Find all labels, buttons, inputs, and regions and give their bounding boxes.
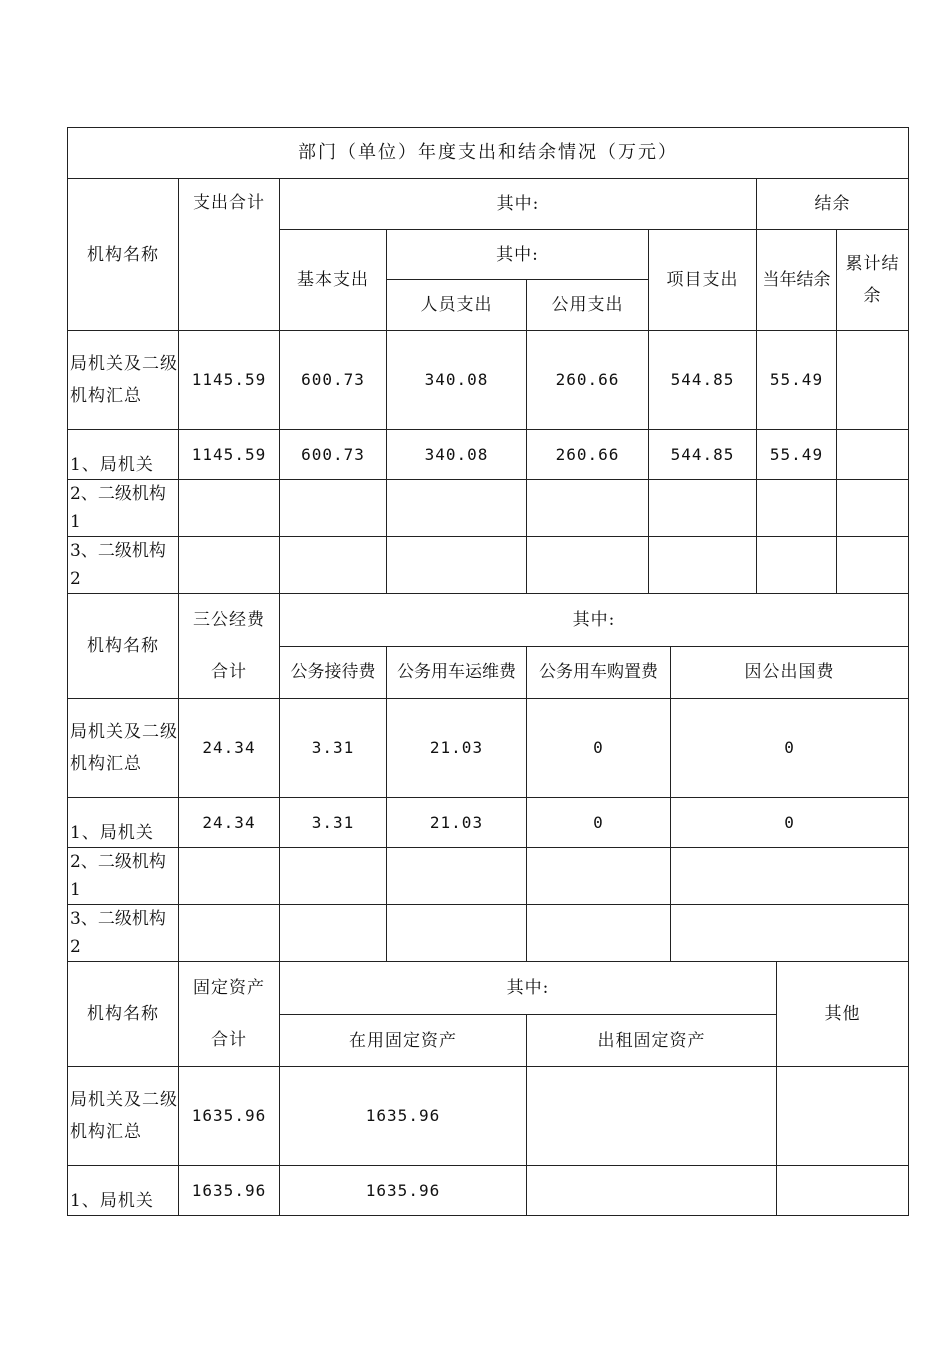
s2-row-4-vehicle-purchase: [527, 905, 671, 962]
s2-row-3-vehicle-purchase: [527, 848, 671, 905]
s1-row-1-public: 260.66: [527, 331, 649, 430]
s3-row-2-other: [777, 1166, 909, 1216]
s2-header-overseas: 因公出国费: [671, 646, 909, 699]
s1-row-4-current: [757, 537, 837, 594]
s1-row-4-basic: [280, 537, 387, 594]
s2-row-4-vehicle-ops: [387, 905, 527, 962]
s1-row-4-name: 3、二级机构 2: [68, 537, 179, 594]
s2-row-4-name: 3、二级机构 2: [68, 905, 179, 962]
s1-header-cumulative-balance: 累计结余: [837, 230, 909, 331]
s1-row-4-project: [649, 537, 757, 594]
s3-row-1-name: 局机关及二级机构汇总: [68, 1067, 179, 1166]
s2-header-total: 三公经费合计: [179, 594, 280, 699]
s2-header-vehicle-purchase: 公务用车购置费: [527, 646, 671, 699]
s2-row-4-reception: [280, 905, 387, 962]
s2-row-1-reception: 3.31: [280, 699, 387, 798]
s3-row-2-in-use: 1635.96: [280, 1166, 527, 1216]
s2-row-2-vehicle-purchase: 0: [527, 798, 671, 848]
s1-row-1-name: 局机关及二级机构汇总: [68, 331, 179, 430]
s3-row-2-leased: [527, 1166, 777, 1216]
s1-header-current-balance: 当年结余: [757, 230, 837, 331]
s1-row-3-name: 2、二级机构 1: [68, 480, 179, 537]
s2-row-2-reception: 3.31: [280, 798, 387, 848]
s3-header-in-use: 在用固定资产: [280, 1015, 527, 1067]
s1-row-2-personnel: 340.08: [387, 430, 527, 480]
s2-row-1-vehicle-purchase: 0: [527, 699, 671, 798]
s3-row-1-other: [777, 1067, 909, 1166]
s1-row-3-cumulative: [837, 480, 909, 537]
s1-row-1-project: 544.85: [649, 331, 757, 430]
s1-row-3-basic: [280, 480, 387, 537]
s3-row-1-in-use: 1635.96: [280, 1067, 527, 1166]
s1-row-1-total: 1145.59: [179, 331, 280, 430]
s1-header-of-which-basic: 其中:: [387, 230, 649, 280]
s2-row-3-name: 2、二级机构 1: [68, 848, 179, 905]
s3-row-1-leased: [527, 1067, 777, 1166]
s1-row-4-public: [527, 537, 649, 594]
s2-row-1-total: 24.34: [179, 699, 280, 798]
s1-row-4-total: [179, 537, 280, 594]
s1-row-4-cumulative: [837, 537, 909, 594]
s2-header-of-which: 其中:: [280, 594, 909, 647]
s3-row-2-total: 1635.96: [179, 1166, 280, 1216]
s2-row-2-name: 1、局机关: [68, 798, 179, 848]
s1-header-project: 项目支出: [649, 230, 757, 331]
s2-header-vehicle-ops: 公务用车运维费: [387, 646, 527, 699]
s1-row-2-project: 544.85: [649, 430, 757, 480]
s1-row-2-basic: 600.73: [280, 430, 387, 480]
s1-row-1-personnel: 340.08: [387, 331, 527, 430]
s1-header-of-which: 其中:: [280, 179, 757, 230]
s1-row-2-name: 1、局机关: [68, 430, 179, 480]
s2-row-1-overseas: 0: [671, 699, 909, 798]
s1-row-2-cumulative: [837, 430, 909, 480]
s2-row-3-reception: [280, 848, 387, 905]
s1-row-3-total: [179, 480, 280, 537]
s1-row-4-personnel: [387, 537, 527, 594]
s1-row-1-current: 55.49: [757, 331, 837, 430]
s1-row-2-total: 1145.59: [179, 430, 280, 480]
s2-row-2-overseas: 0: [671, 798, 909, 848]
s1-header-total: 支出合计: [179, 179, 280, 331]
s2-row-3-overseas: [671, 848, 909, 905]
s1-header-basic: 基本支出: [280, 230, 387, 331]
s3-header-other: 其他: [777, 962, 909, 1067]
s1-row-3-public: [527, 480, 649, 537]
s2-row-3-total: [179, 848, 280, 905]
s2-row-2-vehicle-ops: 21.03: [387, 798, 527, 848]
s2-header-org-name: 机构名称: [68, 594, 179, 699]
s1-row-3-personnel: [387, 480, 527, 537]
s2-row-1-name: 局机关及二级机构汇总: [68, 699, 179, 798]
s1-row-3-current: [757, 480, 837, 537]
s2-row-4-total: [179, 905, 280, 962]
s2-row-4-overseas: [671, 905, 909, 962]
s3-header-leased: 出租固定资产: [527, 1015, 777, 1067]
s2-row-3-vehicle-ops: [387, 848, 527, 905]
s1-header-public: 公用支出: [527, 280, 649, 331]
s1-row-1-cumulative: [837, 331, 909, 430]
s2-row-2-total: 24.34: [179, 798, 280, 848]
s1-row-1-basic: 600.73: [280, 331, 387, 430]
s1-row-2-public: 260.66: [527, 430, 649, 480]
s1-header-personnel: 人员支出: [387, 280, 527, 331]
s1-header-balance: 结余: [757, 179, 909, 230]
s1-header-org-name: 机构名称: [68, 179, 179, 331]
expenditure-table-grid: [67, 127, 909, 1216]
s1-row-2-current: 55.49: [757, 430, 837, 480]
s1-row-3-project: [649, 480, 757, 537]
report-page-content: [67, 127, 908, 1216]
s2-header-reception: 公务接待费: [280, 646, 387, 699]
s2-row-1-vehicle-ops: 21.03: [387, 699, 527, 798]
s3-row-1-total: 1635.96: [179, 1067, 280, 1166]
s3-header-total: 固定资产合计: [179, 962, 280, 1067]
s3-header-of-which: 其中:: [280, 962, 777, 1015]
s3-header-org-name: 机构名称: [68, 962, 179, 1067]
table-title: 部门（单位）年度支出和结余情况（万元）: [68, 128, 909, 179]
s3-row-2-name: 1、局机关: [68, 1166, 179, 1216]
